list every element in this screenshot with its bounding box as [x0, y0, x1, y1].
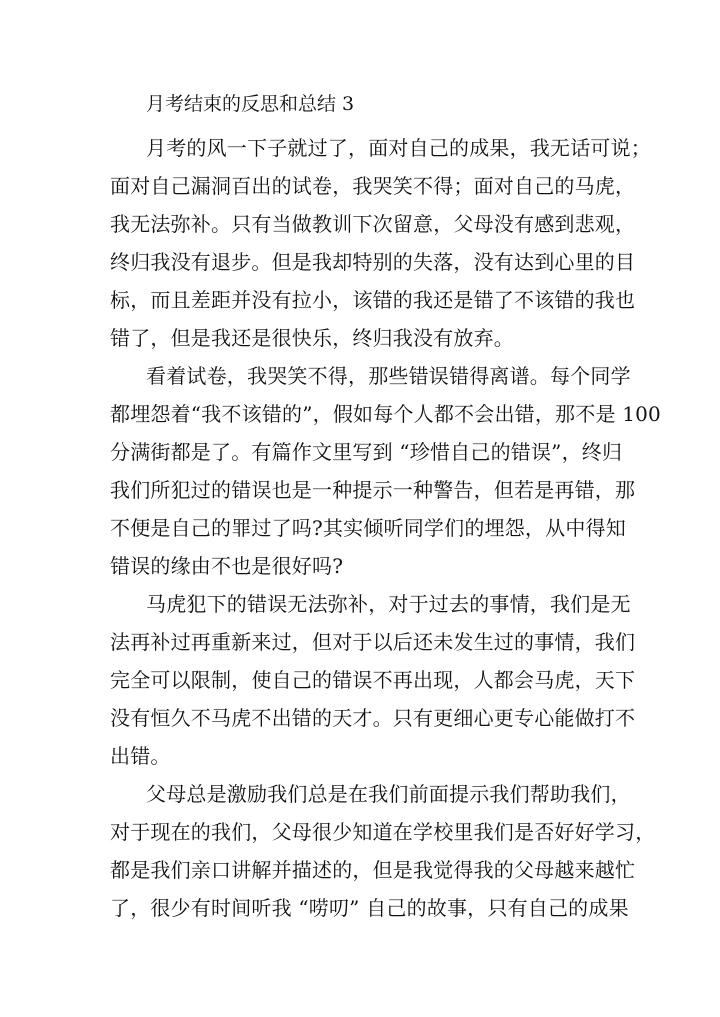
- paragraph-1-line-6: 错了，但是我还是很快乐，终归我没有放弃。: [110, 326, 514, 350]
- paragraph-1-line-4: 终归我没有退步。但是我却特别的失落，没有达到心里的目: [110, 250, 636, 274]
- paragraph-3-line-1: 马虎犯下的错误无法弥补，对于过去的事情，我们是无: [146, 592, 631, 616]
- paragraph-3-line-5: 出错。: [110, 744, 171, 768]
- paragraph-4-line-4: 了，很少有时间听我 “唠叨” 自己的故事，只有自己的成果: [110, 896, 629, 920]
- paragraph-2-line-6: 错误的缘由不也是很好吗?: [110, 554, 344, 578]
- document-title: 月考结束的反思和总结 3: [146, 93, 355, 115]
- paragraph-2-line-3: 分满街都是了。有篇作文里写到 “珍惜自己的错误”，终归: [110, 440, 623, 464]
- paragraph-1-line-5: 标，而且差距并没有拉小，该错的我还是错了不该错的我也: [110, 288, 636, 312]
- paragraph-1-line-2: 面对自己漏洞百出的试卷，我哭笑不得；面对自己的马虎，: [110, 174, 636, 198]
- paragraph-4-line-3: 都是我们亲口讲解并描述的，但是我觉得我的父母越来越忙: [110, 858, 636, 882]
- paragraph-1-line-1: 月考的风一下子就过了，面对自己的成果，我无话可说；: [146, 136, 651, 160]
- paragraph-4-line-1: 父母总是激励我们总是在我们前面提示我们帮助我们，: [146, 782, 631, 806]
- paragraph-1-line-3: 我无法弥补。只有当做教训下次留意，父母没有感到悲观，: [110, 212, 636, 236]
- paragraph-3-line-4: 没有恒久不马虎不出错的天才。只有更细心更专心能做打不: [110, 706, 636, 730]
- paragraph-2-line-5: 不便是自己的罪过了吗?其实倾听同学们的埋怨，从中得知: [110, 516, 626, 540]
- paragraph-2-line-4: 我们所犯过的错误也是一种提示一种警告，但若是再错，那: [110, 478, 636, 502]
- paragraph-2-line-2: 都埋怨着“我不该错的”，假如每个人都不会出错，那不是 100: [110, 402, 661, 426]
- paragraph-4-line-2: 对于现在的我们，父母很少知道在学校里我们是否好好学习，: [110, 820, 656, 844]
- paragraph-3-line-2: 法再补过再重新来过，但对于以后还未发生过的事情，我们: [110, 630, 636, 654]
- paragraph-2-line-1: 看着试卷，我哭笑不得，那些错误错得离谱。每个同学: [146, 364, 631, 388]
- paragraph-3-line-3: 完全可以限制，使自己的错误不再出现，人都会马虎，天下: [110, 668, 636, 692]
